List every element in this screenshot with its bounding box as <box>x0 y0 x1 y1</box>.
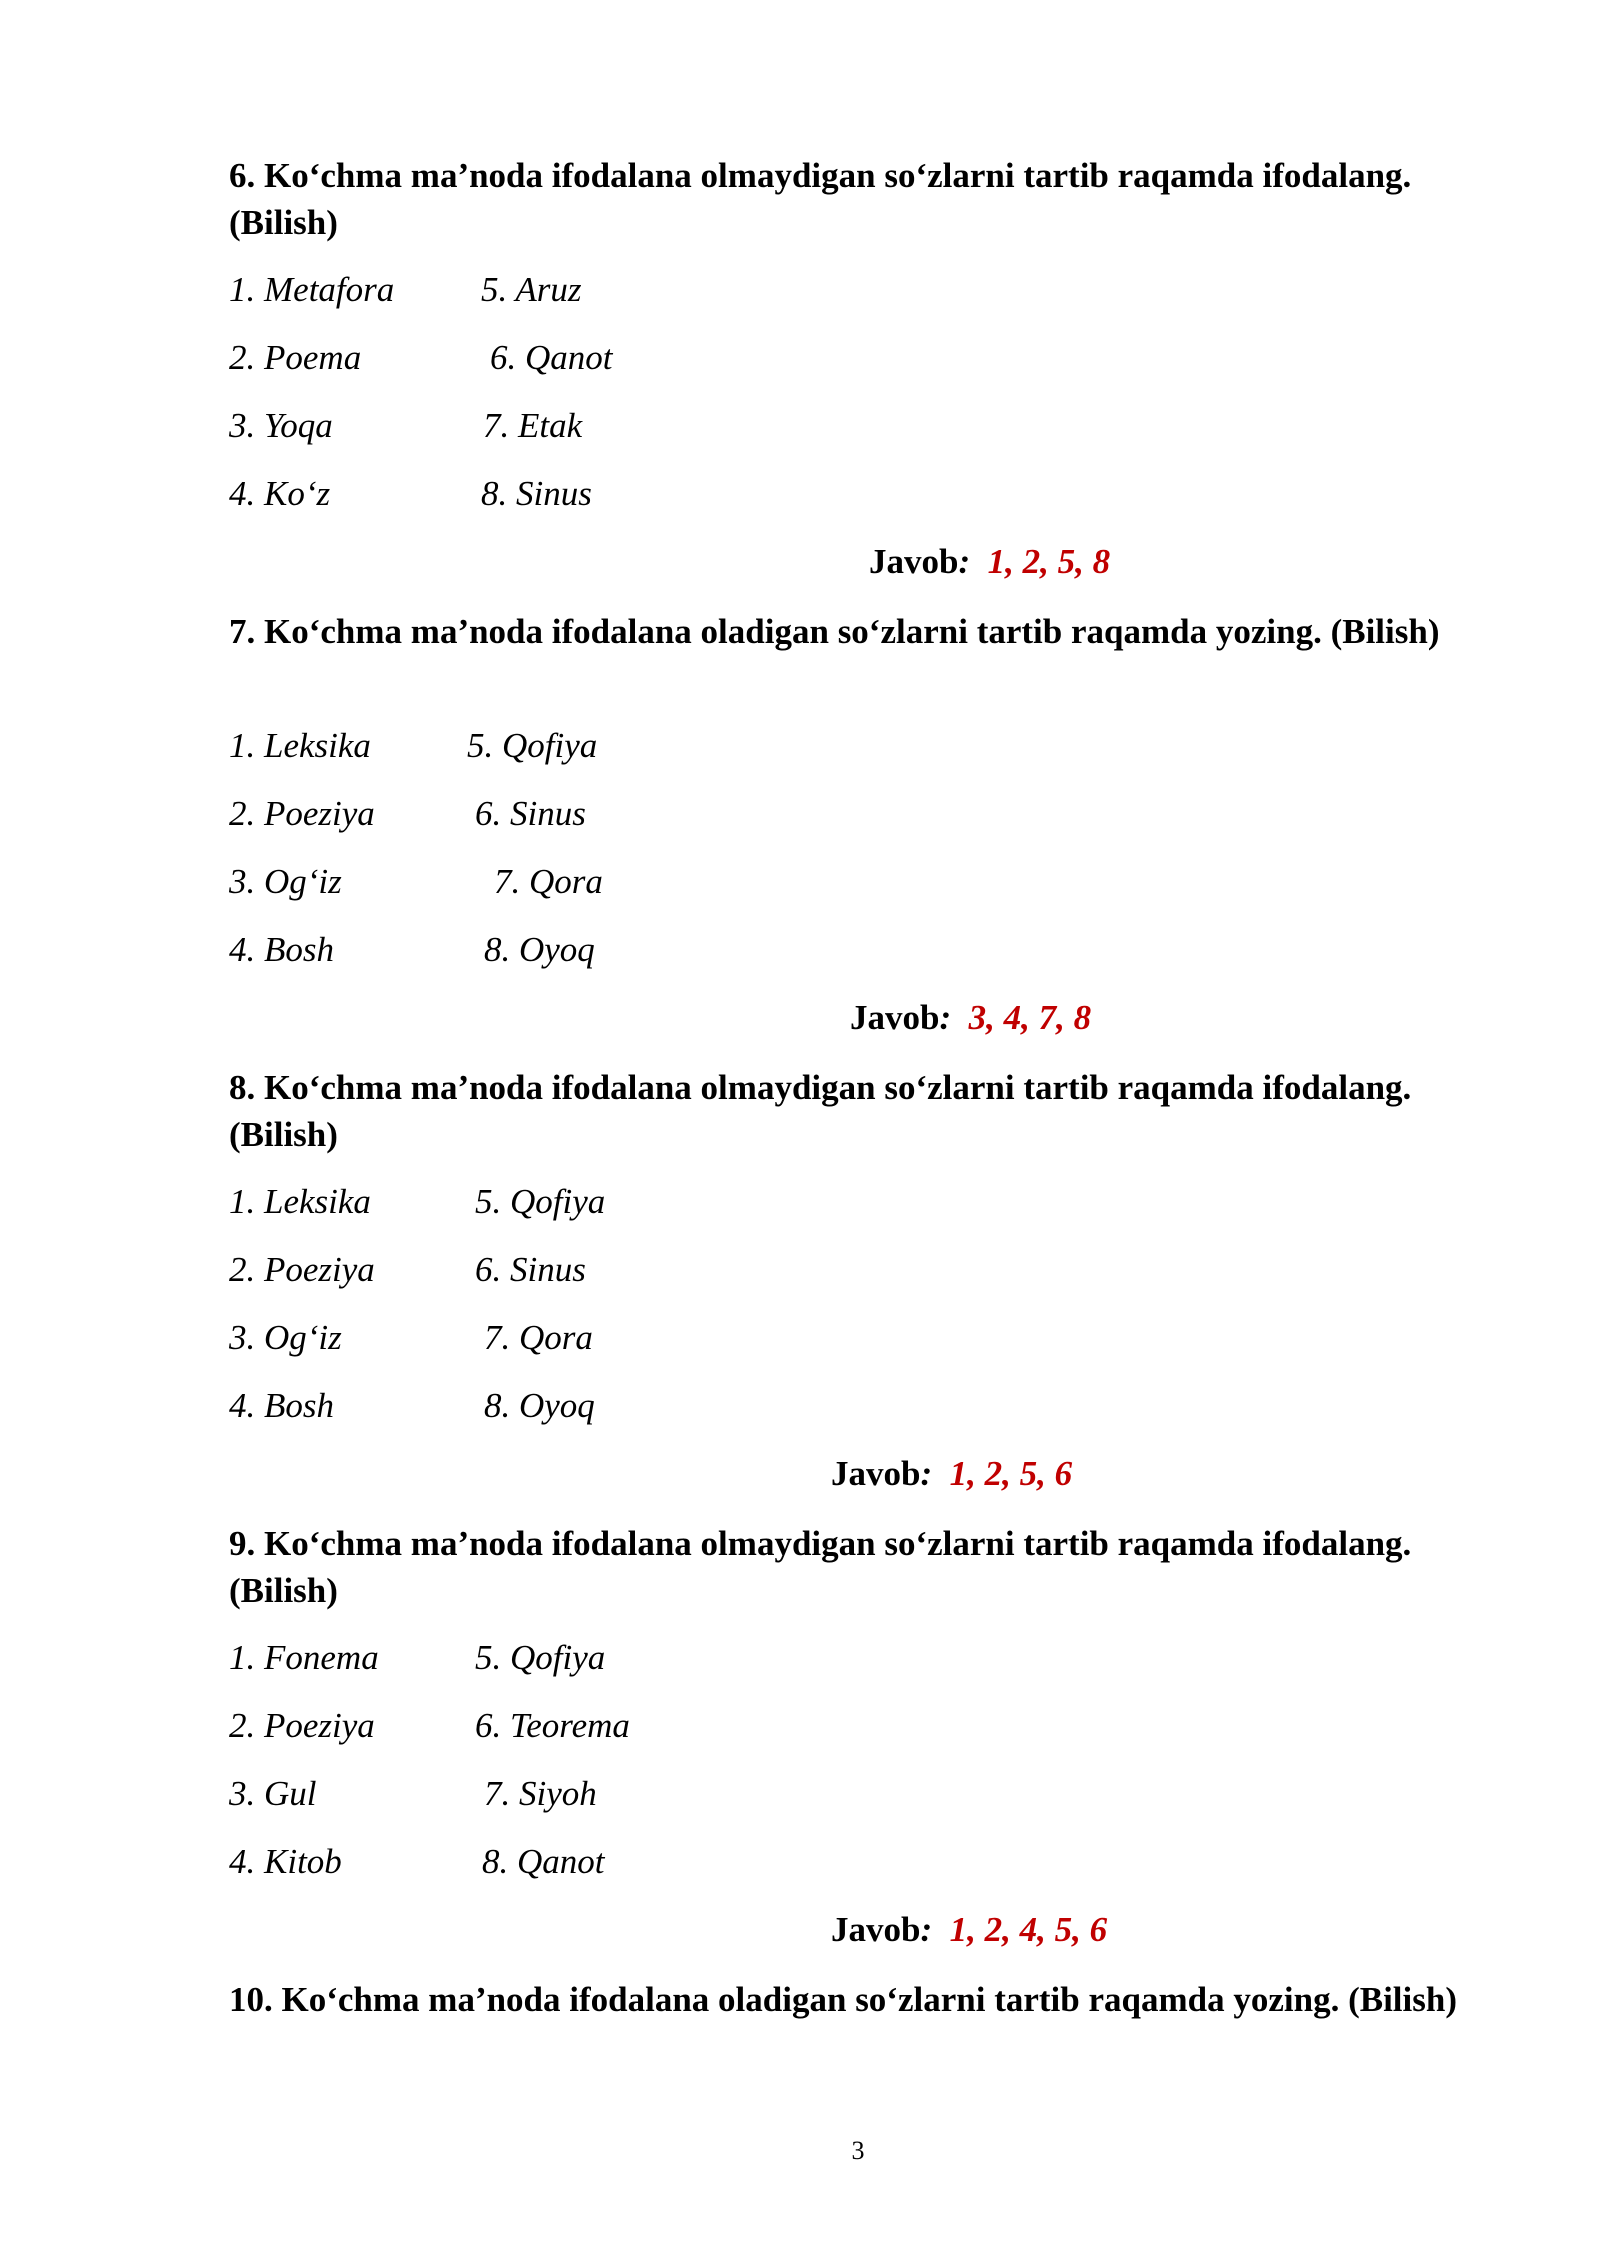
answer-colon: : <box>920 1910 933 1949</box>
answer-8 <box>831 1454 1072 1494</box>
option-7-1: 1. Leksika <box>229 726 371 765</box>
answer-7 <box>850 998 1091 1038</box>
answer-6 <box>869 542 1110 582</box>
option-7-5: 5. Qofiya <box>467 726 598 765</box>
page-number: 3 <box>851 2136 865 2165</box>
answer-label: Javob <box>850 998 940 1037</box>
answer-9 <box>831 1910 1107 1950</box>
answer-values: 1, 2, 4, 5, 6 <box>949 1910 1108 1949</box>
option-8-4: 4. Bosh <box>229 1386 334 1425</box>
answer-colon: : <box>939 998 952 1037</box>
option-7-7: 7. Qora <box>494 862 603 901</box>
option-8-5: 5. Qofiya <box>475 1182 606 1221</box>
answer-label: Javob <box>831 1910 921 1949</box>
option-6-6: 6. Qanot <box>490 338 613 377</box>
answer-colon: : <box>958 542 971 581</box>
option-6-5: 5. Aruz <box>481 270 582 309</box>
option-7-8: 8. Oyoq <box>484 930 595 969</box>
option-9-7: 7. Siyoh <box>484 1774 597 1813</box>
option-9-6: 6. Teorema <box>475 1706 630 1745</box>
answer-values: 3, 4, 7, 8 <box>968 998 1092 1037</box>
option-6-4: 4. Ko‘z <box>229 474 331 513</box>
option-9-8: 8. Qanot <box>482 1842 605 1881</box>
option-8-7: 7. Qora <box>484 1318 593 1357</box>
answer-values: 1, 2, 5, 8 <box>987 542 1111 581</box>
option-6-2: 2. Poema <box>229 338 362 377</box>
option-7-4: 4. Bosh <box>229 930 334 969</box>
answer-label: Javob <box>869 542 959 581</box>
option-8-1: 1. Leksika <box>229 1182 371 1221</box>
question-10: 10. Ko‘chma ma’noda ifodalana oladigan so‘zlarni tartib raqamda yozing. (Bilish) <box>229 1980 1457 2019</box>
option-9-5: 5. Qofiya <box>475 1638 606 1677</box>
option-6-3: 3. Yoqa <box>229 406 333 445</box>
question-9: 9. Ko‘chma ma’noda ifodalana olmaydigan so‘zlarni tartib raqamda ifodalang. (Bilish) <box>229 1524 1412 1610</box>
answer-values: 1, 2, 5, 6 <box>949 1454 1073 1493</box>
answer-colon: : <box>920 1454 933 1493</box>
answer-label: Javob <box>831 1454 921 1493</box>
option-6-1: 1. Metafora <box>229 270 395 309</box>
option-9-1: 1. Fonema <box>229 1638 379 1677</box>
option-7-3: 3. Og‘iz <box>229 862 342 901</box>
option-6-8: 8. Sinus <box>481 474 592 513</box>
option-8-8: 8. Oyoq <box>484 1386 595 1425</box>
option-7-6: 6. Sinus <box>475 794 586 833</box>
option-9-3: 3. Gul <box>229 1774 317 1813</box>
question-8: 8. Ko‘chma ma’noda ifodalana olmaydigan so‘zlarni tartib raqamda ifodalang. (Bilish) <box>229 1068 1412 1154</box>
option-8-6: 6. Sinus <box>475 1250 586 1289</box>
option-6-7: 7. Etak <box>483 406 583 445</box>
option-8-2: 2. Poeziya <box>229 1250 375 1289</box>
option-9-2: 2. Poeziya <box>229 1706 375 1745</box>
option-8-3: 3. Og‘iz <box>229 1318 342 1357</box>
option-9-4: 4. Kitob <box>229 1842 342 1881</box>
question-7: 7. Ko‘chma ma’noda ifodalana oladigan so‘zlarni tartib raqamda yozing. (Bilish) <box>229 612 1440 651</box>
question-6: 6. Ko‘chma ma’noda ifodalana olmaydigan so‘zlarni tartib raqamda ifodalang. (Bilish) <box>229 156 1412 242</box>
option-7-2: 2. Poeziya <box>229 794 375 833</box>
